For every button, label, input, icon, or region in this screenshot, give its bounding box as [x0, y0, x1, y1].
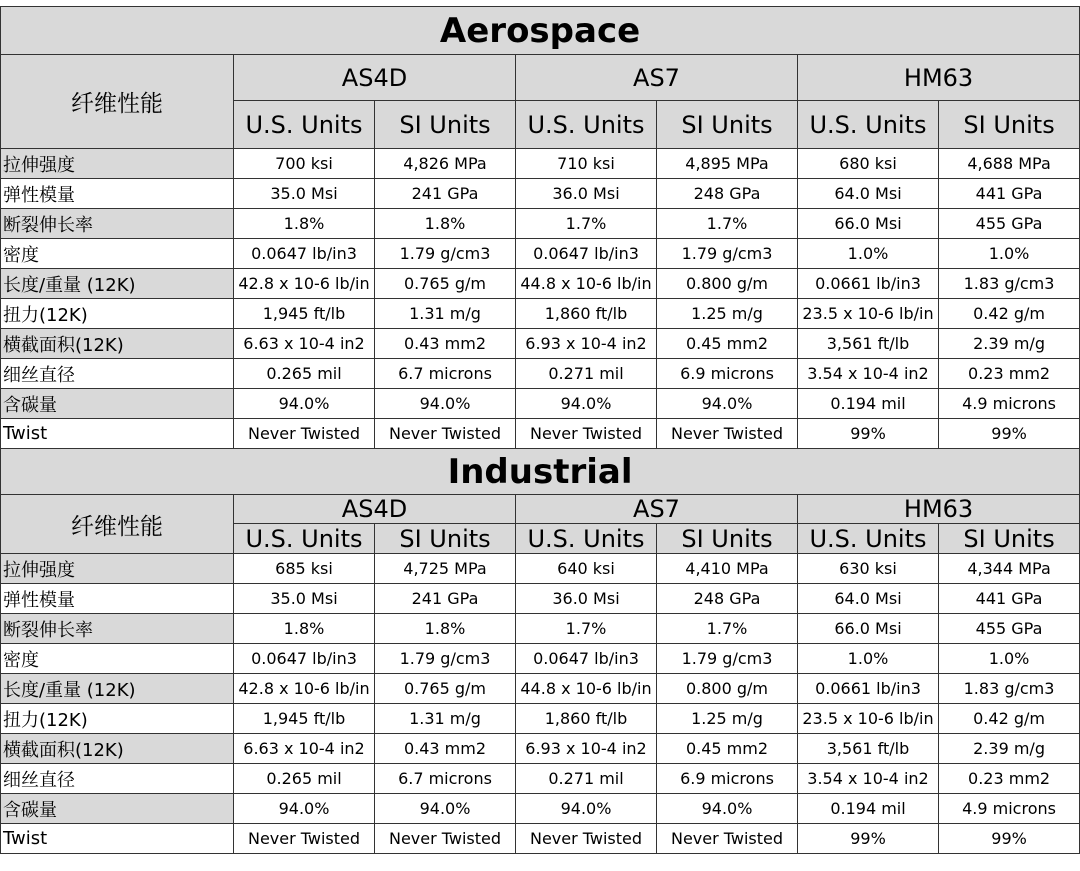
value-cell: 441 GPa — [939, 179, 1080, 209]
material-header: AS7 — [516, 495, 798, 524]
property-label: Twist — [1, 824, 234, 854]
value-cell: 241 GPa — [375, 179, 516, 209]
property-label: 扭力(12K) — [1, 704, 234, 734]
value-cell: 1.7% — [516, 209, 657, 239]
value-cell: Never Twisted — [375, 419, 516, 449]
value-cell: 94.0% — [657, 389, 798, 419]
aerospace-rows — [1, 149, 1080, 449]
table-row — [1, 179, 1080, 209]
value-cell: 0.265 mil — [234, 359, 375, 389]
value-cell: 248 GPa — [657, 584, 798, 614]
value-cell: 0.0647 lb/in3 — [234, 239, 375, 269]
value-cell: 1.79 g/cm3 — [657, 644, 798, 674]
industrial-section — [1, 449, 1080, 554]
unit-header: U.S. Units — [234, 524, 375, 554]
value-cell: 4,344 MPa — [939, 554, 1080, 584]
value-cell: 99% — [939, 419, 1080, 449]
unit-header: SI Units — [375, 524, 516, 554]
value-cell: 64.0 Msi — [798, 584, 939, 614]
fiber-properties-table — [0, 6, 1080, 854]
value-cell: 0.42 g/m — [939, 704, 1080, 734]
value-cell: 3,561 ft/lb — [798, 329, 939, 359]
property-label: 长度/重量 (12K) — [1, 269, 234, 299]
value-cell: 6.93 x 10-4 in2 — [516, 329, 657, 359]
value-cell: 1,945 ft/lb — [234, 704, 375, 734]
value-cell: 0.271 mil — [516, 764, 657, 794]
material-header: AS7 — [516, 55, 798, 101]
value-cell: 35.0 Msi — [234, 179, 375, 209]
property-label: 弹性模量 — [1, 179, 234, 209]
table-row — [1, 584, 1080, 614]
material-header: HM63 — [798, 55, 1080, 101]
value-cell: 94.0% — [375, 389, 516, 419]
value-cell: 44.8 x 10-6 lb/in — [516, 674, 657, 704]
value-cell: 0.765 g/m — [375, 674, 516, 704]
value-cell: 4,725 MPa — [375, 554, 516, 584]
property-label: 断裂伸长率 — [1, 209, 234, 239]
table-row — [1, 209, 1080, 239]
value-cell: 441 GPa — [939, 584, 1080, 614]
value-cell: 94.0% — [375, 794, 516, 824]
value-cell: 99% — [798, 824, 939, 854]
value-cell: 23.5 x 10-6 lb/in — [798, 704, 939, 734]
property-label: 密度 — [1, 239, 234, 269]
value-cell: 1.7% — [657, 614, 798, 644]
value-cell: 0.23 mm2 — [939, 359, 1080, 389]
value-cell: 0.43 mm2 — [375, 329, 516, 359]
value-cell: 64.0 Msi — [798, 179, 939, 209]
value-cell: 3,561 ft/lb — [798, 734, 939, 764]
value-cell: 4,826 MPa — [375, 149, 516, 179]
value-cell: 685 ksi — [234, 554, 375, 584]
value-cell: 680 ksi — [798, 149, 939, 179]
value-cell: 1.83 g/cm3 — [939, 674, 1080, 704]
value-cell: 2.39 m/g — [939, 329, 1080, 359]
table-row — [1, 794, 1080, 824]
value-cell: 6.63 x 10-4 in2 — [234, 329, 375, 359]
value-cell: 700 ksi — [234, 149, 375, 179]
value-cell: 0.0647 lb/in3 — [234, 644, 375, 674]
value-cell: Never Twisted — [375, 824, 516, 854]
value-cell: 1,860 ft/lb — [516, 704, 657, 734]
value-cell: 6.7 microns — [375, 359, 516, 389]
property-label: 含碳量 — [1, 794, 234, 824]
value-cell: 3.54 x 10-4 in2 — [798, 764, 939, 794]
unit-header: U.S. Units — [516, 524, 657, 554]
value-cell: 1.31 m/g — [375, 299, 516, 329]
industrial-rows — [1, 554, 1080, 854]
value-cell: 42.8 x 10-6 lb/in — [234, 674, 375, 704]
aerospace-section — [1, 7, 1080, 149]
value-cell: 6.9 microns — [657, 764, 798, 794]
property-label: 横截面积(12K) — [1, 329, 234, 359]
value-cell: 6.9 microns — [657, 359, 798, 389]
value-cell: 99% — [939, 824, 1080, 854]
table-row — [1, 269, 1080, 299]
value-cell: 35.0 Msi — [234, 584, 375, 614]
table-row — [1, 824, 1080, 854]
value-cell: 66.0 Msi — [798, 614, 939, 644]
value-cell: 0.43 mm2 — [375, 734, 516, 764]
unit-header: SI Units — [657, 524, 798, 554]
property-label: 拉伸强度 — [1, 554, 234, 584]
value-cell: 241 GPa — [375, 584, 516, 614]
property-label: 细丝直径 — [1, 359, 234, 389]
value-cell: 0.765 g/m — [375, 269, 516, 299]
table-row — [1, 419, 1080, 449]
unit-header: SI Units — [375, 101, 516, 149]
table-row — [1, 329, 1080, 359]
value-cell: 1.8% — [375, 209, 516, 239]
material-header: AS4D — [234, 495, 516, 524]
value-cell: Never Twisted — [516, 419, 657, 449]
value-cell: 94.0% — [657, 794, 798, 824]
value-cell: 1.25 m/g — [657, 299, 798, 329]
table-row — [1, 644, 1080, 674]
value-cell: 0.0647 lb/in3 — [516, 644, 657, 674]
value-cell: 4.9 microns — [939, 389, 1080, 419]
property-label: 细丝直径 — [1, 764, 234, 794]
value-cell: 0.800 g/m — [657, 269, 798, 299]
value-cell: 1.7% — [516, 614, 657, 644]
value-cell: 23.5 x 10-6 lb/in — [798, 299, 939, 329]
value-cell: 6.93 x 10-4 in2 — [516, 734, 657, 764]
value-cell: 640 ksi — [516, 554, 657, 584]
value-cell: 1.8% — [234, 209, 375, 239]
value-cell: 6.63 x 10-4 in2 — [234, 734, 375, 764]
property-label: 横截面积(12K) — [1, 734, 234, 764]
value-cell: 2.39 m/g — [939, 734, 1080, 764]
value-cell: 0.194 mil — [798, 389, 939, 419]
table-row — [1, 149, 1080, 179]
property-label: Twist — [1, 419, 234, 449]
value-cell: Never Twisted — [657, 824, 798, 854]
value-cell: 0.42 g/m — [939, 299, 1080, 329]
table-row — [1, 704, 1080, 734]
value-cell: 455 GPa — [939, 209, 1080, 239]
value-cell: 36.0 Msi — [516, 584, 657, 614]
property-label: 断裂伸长率 — [1, 614, 234, 644]
unit-header: SI Units — [939, 101, 1080, 149]
unit-header: U.S. Units — [234, 101, 375, 149]
value-cell: 36.0 Msi — [516, 179, 657, 209]
value-cell: Never Twisted — [516, 824, 657, 854]
value-cell: 1,945 ft/lb — [234, 299, 375, 329]
value-cell: 1.31 m/g — [375, 704, 516, 734]
value-cell: 710 ksi — [516, 149, 657, 179]
value-cell: 0.45 mm2 — [657, 329, 798, 359]
table-row — [1, 764, 1080, 794]
value-cell: 4,410 MPa — [657, 554, 798, 584]
value-cell: 3.54 x 10-4 in2 — [798, 359, 939, 389]
value-cell: 4,688 MPa — [939, 149, 1080, 179]
value-cell: 0.0661 lb/in3 — [798, 674, 939, 704]
value-cell: 1.8% — [375, 614, 516, 644]
value-cell: 94.0% — [234, 389, 375, 419]
value-cell: 1.7% — [657, 209, 798, 239]
value-cell: 0.45 mm2 — [657, 734, 798, 764]
value-cell: 4.9 microns — [939, 794, 1080, 824]
value-cell: 1.0% — [798, 644, 939, 674]
value-cell: 0.271 mil — [516, 359, 657, 389]
value-cell: Never Twisted — [657, 419, 798, 449]
table-row — [1, 239, 1080, 269]
value-cell: 0.0647 lb/in3 — [516, 239, 657, 269]
value-cell: 1,860 ft/lb — [516, 299, 657, 329]
unit-header: U.S. Units — [798, 524, 939, 554]
value-cell: 1.0% — [939, 239, 1080, 269]
value-cell: 4,895 MPa — [657, 149, 798, 179]
property-header: 纤维性能 — [1, 55, 234, 149]
material-header: HM63 — [798, 495, 1080, 524]
value-cell: 248 GPa — [657, 179, 798, 209]
value-cell: 1.0% — [939, 644, 1080, 674]
value-cell: 1.79 g/cm3 — [375, 644, 516, 674]
value-cell: 1.0% — [798, 239, 939, 269]
value-cell: 1.79 g/cm3 — [375, 239, 516, 269]
section-title: Aerospace — [1, 7, 1080, 55]
table-row — [1, 614, 1080, 644]
value-cell: 94.0% — [516, 389, 657, 419]
material-header: AS4D — [234, 55, 516, 101]
unit-header: U.S. Units — [798, 101, 939, 149]
table-row — [1, 389, 1080, 419]
property-label: 拉伸强度 — [1, 149, 234, 179]
value-cell: 66.0 Msi — [798, 209, 939, 239]
value-cell: 1.8% — [234, 614, 375, 644]
value-cell: 1.79 g/cm3 — [657, 239, 798, 269]
property-label: 密度 — [1, 644, 234, 674]
value-cell: 0.23 mm2 — [939, 764, 1080, 794]
value-cell: 630 ksi — [798, 554, 939, 584]
value-cell: 1.83 g/cm3 — [939, 269, 1080, 299]
value-cell: Never Twisted — [234, 419, 375, 449]
value-cell: 99% — [798, 419, 939, 449]
property-label: 含碳量 — [1, 389, 234, 419]
value-cell: 44.8 x 10-6 lb/in — [516, 269, 657, 299]
value-cell: Never Twisted — [234, 824, 375, 854]
property-label: 弹性模量 — [1, 584, 234, 614]
value-cell: 0.800 g/m — [657, 674, 798, 704]
value-cell: 0.194 mil — [798, 794, 939, 824]
fiber-properties-sheet — [0, 6, 1079, 854]
value-cell: 6.7 microns — [375, 764, 516, 794]
value-cell: 94.0% — [516, 794, 657, 824]
section-title: Industrial — [1, 449, 1080, 495]
value-cell: 0.265 mil — [234, 764, 375, 794]
table-row — [1, 299, 1080, 329]
value-cell: 94.0% — [234, 794, 375, 824]
table-row — [1, 554, 1080, 584]
table-row — [1, 359, 1080, 389]
value-cell: 455 GPa — [939, 614, 1080, 644]
unit-header: SI Units — [939, 524, 1080, 554]
table-row — [1, 734, 1080, 764]
property-label: 扭力(12K) — [1, 299, 234, 329]
unit-header: SI Units — [657, 101, 798, 149]
value-cell: 42.8 x 10-6 lb/in — [234, 269, 375, 299]
property-header: 纤维性能 — [1, 495, 234, 554]
property-label: 长度/重量 (12K) — [1, 674, 234, 704]
unit-header: U.S. Units — [516, 101, 657, 149]
value-cell: 0.0661 lb/in3 — [798, 269, 939, 299]
value-cell: 1.25 m/g — [657, 704, 798, 734]
table-row — [1, 674, 1080, 704]
